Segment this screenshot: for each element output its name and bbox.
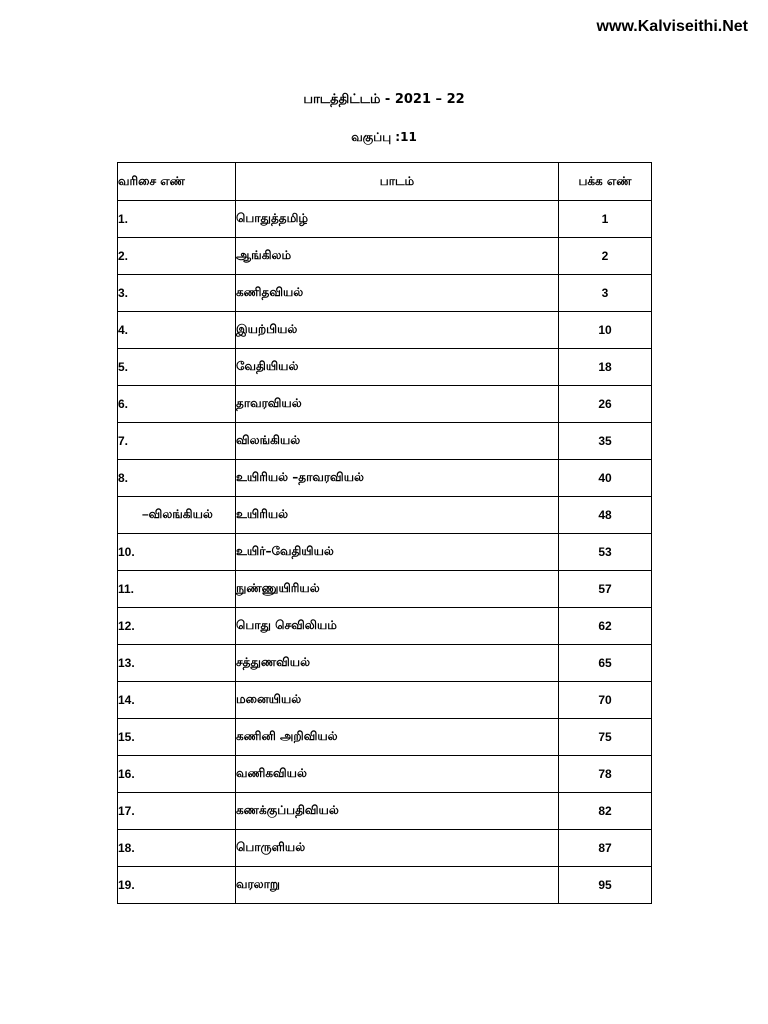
row-subject: வேதியியல் bbox=[236, 349, 559, 386]
row-serial-number: 18. bbox=[118, 830, 236, 867]
table-row bbox=[118, 793, 652, 830]
row-serial-number: 12. bbox=[118, 608, 236, 645]
row-page-number: 26 bbox=[559, 386, 652, 423]
row-subject: விலங்கியல் bbox=[236, 423, 559, 460]
row-page-number: 18 bbox=[559, 349, 652, 386]
table-row bbox=[118, 423, 652, 460]
row-page-number: 75 bbox=[559, 719, 652, 756]
site-watermark: www.Kalviseithi.Net bbox=[596, 18, 748, 35]
row-page-number: 95 bbox=[559, 867, 652, 904]
table-row bbox=[118, 867, 652, 904]
row-serial-number: 11. bbox=[118, 571, 236, 608]
row-subject: சத்துணவியல் bbox=[236, 645, 559, 682]
row-subject: வணிகவியல் bbox=[236, 756, 559, 793]
row-page-number: 40 bbox=[559, 460, 652, 497]
column-header-page: பக்க எண் bbox=[559, 163, 652, 201]
row-serial-number: 8. bbox=[118, 460, 236, 497]
row-page-number: 10 bbox=[559, 312, 652, 349]
row-page-number: 62 bbox=[559, 608, 652, 645]
row-serial-number: 4. bbox=[118, 312, 236, 349]
table-row bbox=[118, 645, 652, 682]
table-row bbox=[118, 312, 652, 349]
column-header-serial: வரிசை எண் bbox=[118, 163, 236, 201]
table-row bbox=[118, 608, 652, 645]
table-row bbox=[118, 756, 652, 793]
table-row bbox=[118, 571, 652, 608]
table-body bbox=[118, 201, 652, 904]
row-serial-number: 3. bbox=[118, 275, 236, 312]
row-subject: கணினி அறிவியல் bbox=[236, 719, 559, 756]
row-page-number: 1 bbox=[559, 201, 652, 238]
row-serial-number: 2. bbox=[118, 238, 236, 275]
table-header-row bbox=[118, 163, 652, 201]
row-subject: நுண்ணுயிரியல் bbox=[236, 571, 559, 608]
row-serial-number: 6. bbox=[118, 386, 236, 423]
row-page-number: 70 bbox=[559, 682, 652, 719]
row-page-number: 2 bbox=[559, 238, 652, 275]
table-row bbox=[118, 682, 652, 719]
syllabus-table bbox=[117, 162, 652, 904]
row-serial-number: 14. bbox=[118, 682, 236, 719]
row-serial-number: 13. bbox=[118, 645, 236, 682]
row-subject: பொது செவிலியம் bbox=[236, 608, 559, 645]
row-subject: தாவரவியல் bbox=[236, 386, 559, 423]
row-page-number: 53 bbox=[559, 534, 652, 571]
row-serial-number: –விலங்கியல் bbox=[118, 497, 236, 534]
table-row bbox=[118, 238, 652, 275]
row-subject: ஆங்கிலம் bbox=[236, 238, 559, 275]
row-subject: வரலாறு bbox=[236, 867, 559, 904]
row-subject: உயிரியல் –தாவரவியல் bbox=[236, 460, 559, 497]
row-page-number: 48 bbox=[559, 497, 652, 534]
row-serial-number: 7. bbox=[118, 423, 236, 460]
row-page-number: 87 bbox=[559, 830, 652, 867]
row-subject: மனையியல் bbox=[236, 682, 559, 719]
row-page-number: 82 bbox=[559, 793, 652, 830]
table-row bbox=[118, 497, 652, 534]
row-page-number: 65 bbox=[559, 645, 652, 682]
row-page-number: 3 bbox=[559, 275, 652, 312]
row-subject: உயிர்–வேதியியல் bbox=[236, 534, 559, 571]
table-row bbox=[118, 830, 652, 867]
row-subject: கணிதவியல் bbox=[236, 275, 559, 312]
row-page-number: 78 bbox=[559, 756, 652, 793]
row-subject: பொதுத்தமிழ் bbox=[236, 201, 559, 238]
row-serial-number: 17. bbox=[118, 793, 236, 830]
row-serial-number: 5. bbox=[118, 349, 236, 386]
row-subject: பொருளியல் bbox=[236, 830, 559, 867]
table-row bbox=[118, 719, 652, 756]
row-serial-number: 1. bbox=[118, 201, 236, 238]
table-row bbox=[118, 534, 652, 571]
row-subject: இயற்பியல் bbox=[236, 312, 559, 349]
row-subject: கணக்குப்பதிவியல் bbox=[236, 793, 559, 830]
row-serial-number: 15. bbox=[118, 719, 236, 756]
table-row bbox=[118, 386, 652, 423]
column-header-subject: பாடம் bbox=[236, 163, 559, 201]
row-subject: உயிரியல் bbox=[236, 497, 559, 534]
class-label: வகுப்பு :11 bbox=[351, 130, 417, 144]
document-title: பாடத்திட்டம் - 2021 – 22 bbox=[303, 92, 465, 107]
row-serial-number: 19. bbox=[118, 867, 236, 904]
table-row bbox=[118, 275, 652, 312]
table-row bbox=[118, 349, 652, 386]
row-serial-number: 10. bbox=[118, 534, 236, 571]
table-row bbox=[118, 460, 652, 497]
table-row bbox=[118, 201, 652, 238]
row-serial-number: 16. bbox=[118, 756, 236, 793]
row-page-number: 35 bbox=[559, 423, 652, 460]
row-page-number: 57 bbox=[559, 571, 652, 608]
